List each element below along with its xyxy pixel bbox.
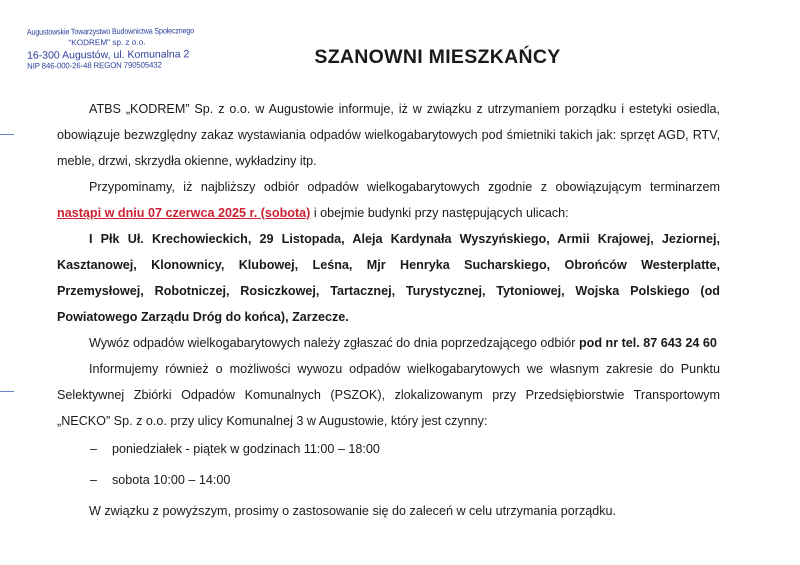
stamp-address: 16-300 Augustów, ul. Komunalna 2 bbox=[27, 48, 190, 62]
dash-bullet: – bbox=[90, 473, 98, 487]
report-paragraph bbox=[57, 330, 720, 356]
hours-item bbox=[57, 465, 720, 496]
stamp-company-short: "KODREM" sp. z o.o. bbox=[68, 37, 146, 47]
report-text: Wywóz odpadów wielkogabarytowych należy zgłaszać do dnia poprzedzającego odbiór bbox=[89, 336, 579, 350]
scan-edge-mark bbox=[0, 134, 14, 135]
stamp-tax-ids: NIP 846-000-26-48 REGON 790505432 bbox=[27, 60, 162, 71]
stamp-company-name: Augustowskie Towarzystwo Budownictwa Społecznego bbox=[26, 26, 195, 37]
pickup-date-highlight: nastąpi w dniu 07 czerwca 2025 r. (sobota) bbox=[57, 206, 311, 220]
pickup-paragraph bbox=[57, 174, 720, 226]
closing-paragraph: W związku z powyższym, prosimy o zastosowanie się do zaleceń w celu utrzymania porządku. bbox=[89, 504, 617, 518]
hours-item bbox=[57, 434, 720, 465]
street-list: I Płk Uł. Krechowieckich, 29 Listopada, Aleja Kardynała Wyszyńskiego, Armii Krajowej, Jeziornej, Kasztanowej, Klonownicy, Klubowej, Leśna, Mjr Henryka Sucharskiego, Obrońców Westerplatte, Przemysłowej, Robotniczej, Rosiczkowej, Tartacznej, Turystycznej, Tytoniowej, Wojska Polskiego (od Powiatowego Zarządu Dróg do końca), Zarzecze. bbox=[57, 232, 720, 324]
pickup-text: Przypominamy, iż najbliższy odbiór odpadów wielkogabarytowych zgodnie z obowiązującym terminarzem bbox=[89, 180, 720, 194]
pszok-paragraph: Informujemy również o możliwości wywozu odpadów wielkogabarytowych we własnym zakresie do Punktu Selektywnej Zbiórki Odpadów Komunalnych (PSZOK), zlokalizowanym przy Przedsiębiorstwie Transportowym „NECKO” Sp. z o.o. przy ulicy Komunalnej 3 w Augustowie, który jest czynny: bbox=[57, 362, 720, 428]
pickup-text-end: i obejmie budynki przy następujących ulicach: bbox=[310, 206, 569, 220]
scan-edge-mark bbox=[0, 391, 14, 392]
hours-weekdays: poniedziałek - piątek w godzinach 11:00 – 18:00 bbox=[112, 442, 380, 456]
dash-bullet: – bbox=[90, 442, 98, 456]
phone-number: pod nr tel. 87 643 24 60 bbox=[578, 336, 717, 350]
notice-body bbox=[57, 96, 720, 524]
page-title: SZANOWNI MIESZKAŃCY bbox=[314, 46, 561, 68]
hours-saturday: sobota 10:00 – 14:00 bbox=[112, 473, 231, 487]
intro-paragraph: ATBS „KODREM” Sp. z o.o. w Augustowie informuje, iż w związku z utrzymaniem porządku i estetyki osiedla, obowiązuje bezwzględny zakaz wystawiania odpadów wielkogabarytowych pod śmietniki takich jak: sprzęt AGD, RTV, meble, drzwi, skrzydła okienne, wykładziny itp. bbox=[57, 102, 720, 168]
